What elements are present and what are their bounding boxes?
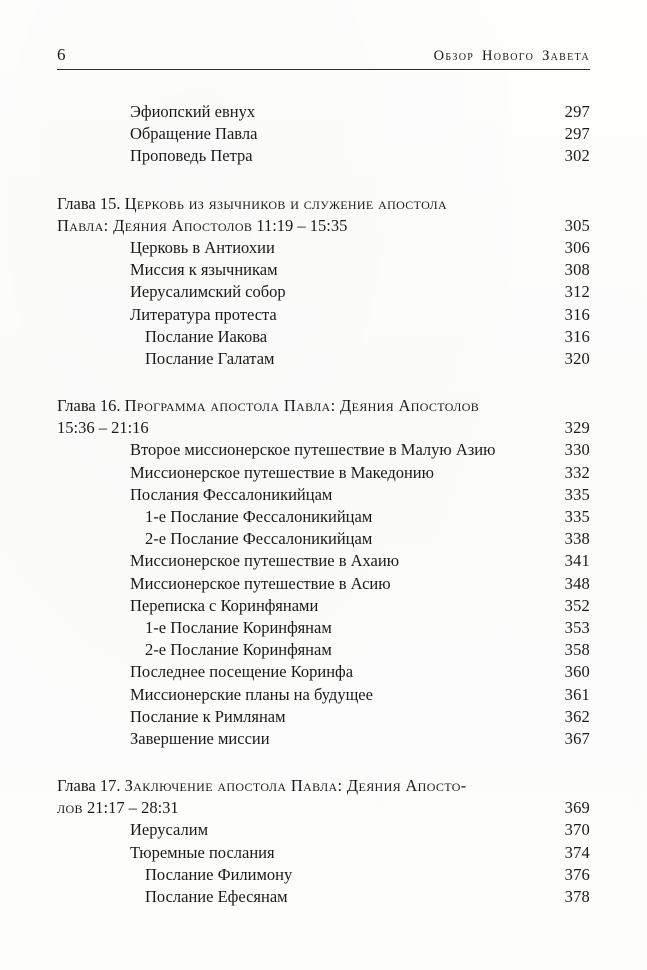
toc-entry-page-number: 338 <box>564 529 590 549</box>
chapter-number-label: Глава 16. <box>57 396 121 416</box>
toc-entry[interactable] <box>57 529 590 551</box>
toc-entry-page-number: 378 <box>564 887 590 906</box>
toc-entry-page-number: 320 <box>564 348 590 368</box>
toc-entry-label: Обращение Павла <box>130 124 258 144</box>
chapter-page-number: 329 <box>564 418 590 438</box>
chapter-page-number: 305 <box>564 215 590 235</box>
toc-entry[interactable] <box>57 260 590 282</box>
toc-entry-page-number: 316 <box>564 326 590 346</box>
toc-entry[interactable] <box>57 238 590 260</box>
toc-entry-page-number: 370 <box>564 820 590 840</box>
chapter-title-text: Церковь из язычников и служение апостола <box>124 193 448 213</box>
chapter-number-label: Глава 15. <box>57 193 121 213</box>
toc-entry-label: Иерусалимский собор <box>130 282 286 302</box>
toc-entry[interactable] <box>57 146 590 168</box>
toc-entry[interactable] <box>57 485 590 507</box>
chapter-title-text-continued: лов <box>57 798 83 818</box>
toc-entry-label: Послание Иакова <box>145 326 268 346</box>
toc-entry-label: 2-е Послание Коринфянам <box>145 640 332 660</box>
chapter-number-label: Глава 17. <box>57 776 121 796</box>
toc-entry-page-number: 376 <box>564 864 590 884</box>
running-head-title: Обзор Нового Завета <box>433 48 590 64</box>
toc-entry-page-number: 358 <box>564 640 590 660</box>
toc-entry[interactable] <box>57 349 590 371</box>
chapter-title-text: Заключение апостола Павла: Деяния Апосто- <box>124 776 467 796</box>
toc-entry-label: Миссионерские планы на будущее <box>130 684 373 704</box>
toc-entry-page-number: 316 <box>564 304 590 324</box>
toc-entry[interactable] <box>57 729 590 751</box>
toc-entry-page-number: 374 <box>564 842 590 862</box>
toc-entry-label: Тюремные послания <box>130 842 275 862</box>
chapter-heading-line <box>57 798 590 820</box>
toc-entry-label: Миссия к язычникам <box>130 260 278 280</box>
toc-entry[interactable] <box>57 618 590 640</box>
toc-entry-page-number: 335 <box>564 507 590 526</box>
chapter-scripture-reference: 21:17 – 28:31 <box>86 798 179 818</box>
toc-entry[interactable] <box>57 640 590 662</box>
toc-entry[interactable] <box>57 662 590 684</box>
toc-entry[interactable] <box>57 327 590 349</box>
toc-entry-page-number: 302 <box>564 146 590 166</box>
toc-entry[interactable] <box>57 843 590 865</box>
toc-entry[interactable] <box>57 551 590 573</box>
chapter-scripture-reference: 11:19 – 15:35 <box>256 215 348 235</box>
toc-entry-label: Миссионерское путешествие в Ахаию <box>130 551 400 571</box>
chapter-page-number: 369 <box>564 798 590 818</box>
toc-entry[interactable] <box>57 440 590 462</box>
toc-entry[interactable] <box>57 685 590 707</box>
running-head <box>57 44 590 74</box>
toc-entry-label: 1-е Послание Коринфянам <box>145 617 332 637</box>
toc-entry-page-number: 330 <box>564 440 590 460</box>
toc-chapter-entries <box>57 238 590 371</box>
toc-entry-label: Проповедь Петра <box>130 146 253 166</box>
chapter-title-text: Программа апостола Павла: Деяния Апостолов <box>124 396 480 416</box>
toc-entry[interactable] <box>57 707 590 729</box>
toc-entry-page-number: 362 <box>564 706 590 726</box>
chapter-heading-line <box>57 194 590 216</box>
toc-entry-page-number: 348 <box>564 573 590 593</box>
toc-entry[interactable] <box>57 596 590 618</box>
chapter-title-text-continued: Павла: Деяния Апостолов <box>57 215 253 235</box>
toc-entry-label: Последнее посещение Коринфа <box>130 662 354 682</box>
toc-entry-label: Миссионерское путешествие в Асию <box>130 573 391 593</box>
toc-entry-label: Послание Ефесянам <box>145 887 288 906</box>
toc-continued-entries <box>57 102 590 169</box>
chapter-heading-text <box>57 194 546 214</box>
toc-entry-label: Переписка с Коринфянами <box>130 595 319 615</box>
page-folio-number: 6 <box>57 45 66 64</box>
page-content <box>57 0 590 909</box>
toc-entry-page-number: 341 <box>564 551 590 571</box>
toc-chapter-heading[interactable] <box>57 194 590 238</box>
toc-entry[interactable] <box>57 463 590 485</box>
toc-entry-page-number: 335 <box>564 484 590 504</box>
chapter-heading-line <box>57 776 590 798</box>
toc-entry[interactable] <box>57 282 590 304</box>
chapter-heading-text <box>57 418 546 438</box>
toc-entry[interactable] <box>57 305 590 327</box>
toc-entry[interactable] <box>57 887 590 909</box>
toc-entry-page-number: 308 <box>564 260 590 280</box>
toc-entry-page-number: 360 <box>564 662 590 682</box>
chapter-heading-text <box>57 216 546 236</box>
chapter-scripture-reference: 15:36 – 21:16 <box>57 418 149 438</box>
toc-entry-page-number: 297 <box>564 102 590 121</box>
toc-chapter-heading[interactable] <box>57 396 590 440</box>
toc-entry-page-number: 367 <box>564 728 590 748</box>
toc-entry-label: Миссионерское путешествие в Македонию <box>130 462 434 482</box>
toc-entry[interactable] <box>57 820 590 842</box>
toc-entry-label: 1-е Послание Фессалоникийцам <box>145 507 373 526</box>
chapter-heading-text <box>57 798 546 818</box>
toc-entry[interactable] <box>57 102 590 124</box>
toc-entry[interactable] <box>57 865 590 887</box>
toc-entry-page-number: 312 <box>564 282 590 302</box>
toc-entry-label: 2-е Послание Фессалоникийцам <box>145 529 373 549</box>
toc-entry-label: Второе миссионерское путешествие в Малую Азию <box>130 440 496 460</box>
toc-entry-page-number: 352 <box>564 595 590 615</box>
toc-entry-page-number: 361 <box>564 684 590 704</box>
running-head-rule <box>57 69 590 70</box>
chapter-heading-line <box>57 418 590 440</box>
chapter-heading-text <box>57 776 546 796</box>
toc-entry-page-number: 306 <box>564 237 590 257</box>
toc-entry[interactable] <box>57 507 590 529</box>
toc-entry-page-number: 332 <box>564 462 590 482</box>
toc-entry[interactable] <box>57 574 590 596</box>
toc-entry-label: Эфиопский евнух <box>130 102 256 121</box>
chapter-heading-text <box>57 396 546 416</box>
toc-entry-label: Послания Фессалоникийцам <box>130 484 333 504</box>
toc-entry[interactable] <box>57 124 590 146</box>
toc-entry-label: Послание к Римлянам <box>130 706 286 726</box>
toc-entry-label: Послание Галатам <box>145 348 275 368</box>
toc-entry-label: Иерусалим <box>130 820 209 840</box>
toc-chapter-entries <box>57 440 590 751</box>
toc-entry-label: Послание Филимону <box>145 864 293 884</box>
toc-entry-label: Завершение миссии <box>130 728 270 748</box>
chapter-heading-line <box>57 216 590 238</box>
chapter-heading-line <box>57 396 590 418</box>
toc-entry-page-number: 297 <box>564 124 590 144</box>
toc-entry-label: Церковь в Антиохии <box>130 237 275 257</box>
table-of-contents <box>57 102 590 909</box>
toc-entry-page-number: 353 <box>564 617 590 637</box>
toc-entry-label: Литература протеста <box>130 304 277 324</box>
toc-chapter-heading[interactable] <box>57 776 590 820</box>
toc-chapter-entries <box>57 820 590 909</box>
